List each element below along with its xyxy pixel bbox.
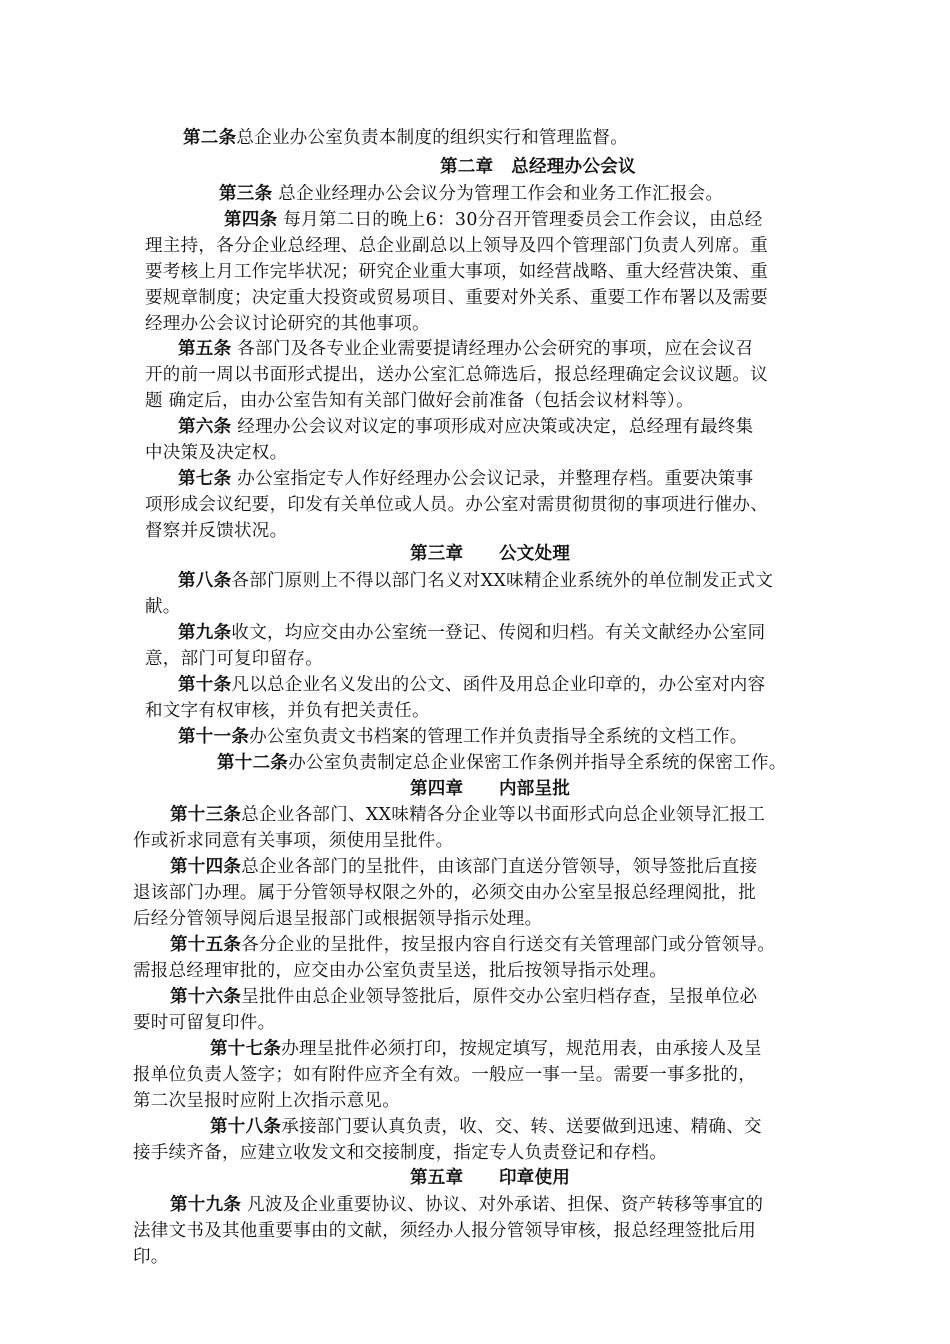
article-line [170,1192,763,1218]
text-line [145,594,181,620]
text-line [133,1218,756,1244]
article-line [178,620,765,646]
chapter-heading: 第三章 公文处理 [410,544,571,564]
article-number: 第五条 [178,339,232,359]
line-text: 凡以总企业名义发出的公文、函件及用总企业印章的，办公室对内容 [231,675,766,695]
line-text: 报单位负责人签字；如有附件应齐全有效。一般应一事一呈。需要一事多批的， [133,1065,756,1085]
text-line [133,1010,275,1036]
text-line [145,259,768,285]
line-text: 督察并反馈状况。 [145,521,288,541]
article-line [170,802,765,828]
article-line [219,181,723,207]
article-line [170,932,775,958]
article-line [170,984,757,1010]
line-text: 经理办公会议对议定的事项形成对应决策或决定，总经理有最终集 [231,417,754,437]
article-number: 第四条 [224,210,278,230]
line-text: 后经分管领导阅后退呈报部门或根据领导指示处理。 [133,909,543,929]
text-line [133,1140,667,1166]
line-text: 承接部门要认真负责，收、交、转、送要做到迅速、精确、交 [281,1117,762,1137]
line-text: 各部门原则上不得以部门名义对XX味精企业系统外的单位制发正式文 [231,571,774,591]
text-line [145,440,287,466]
article-line [178,672,765,698]
text-line [145,492,768,518]
line-text: 每月第二日的晚上6：30分召开管理委员会工作会议，由总经 [277,210,763,230]
text-line [133,958,667,984]
line-text: 办公室负责制定总企业保密工作条例并指导全系统的保密工作。 [288,753,787,773]
line-text: 开的前一周以书面形式提出，送办公室汇总筛选后，报总经理确定会议议题。议 [145,365,768,385]
line-text: 总企业各部门的呈批件，由该部门直送分管领导，领导签批后直接 [241,857,758,877]
article-line [217,750,787,776]
line-text: 总企业办公室负责本制度的组织实行和管理监督。 [236,128,629,148]
line-text: 办理呈批件必须打印，按规定填写，规范用表，由承接人及呈 [281,1039,762,1059]
article-line [183,125,628,151]
article-number: 第二条 [183,128,237,148]
line-text: 中决策及决定权。 [145,443,288,463]
line-text: 各部门及各专业企业需要提请经理办公会研究的事项，应在会议召 [231,339,754,359]
line-text: 呈批件由总企业领导签批后，原件交办公室归档存查，呈报单位必 [241,987,758,1007]
line-text: 题 确定后，由办公室告知有关部门做好会前准备（包括会议材料等）。 [145,391,694,411]
text-line [145,233,768,259]
text-line [133,1088,400,1114]
article-number: 第六条 [178,417,232,437]
chapter-heading: 第四章 内部呈批 [410,779,571,799]
line-text: 献。 [145,597,181,617]
line-text: 接手续齐备，应建立收发文和交接制度，指定专人负责登记和存档。 [133,1143,667,1163]
article-number: 第七条 [178,469,232,489]
article-number: 第八条 [178,571,232,591]
article-number: 第十五条 [170,935,242,955]
text-line [133,1244,169,1270]
line-text: 法律文书及其他重要事由的文献，须经办人报分管领导审核，报总经理签批后用 [133,1221,756,1241]
line-text: 各分企业的呈批件，按呈报内容自行送交有关管理部门或分管领导。 [241,935,776,955]
article-line [210,1036,762,1062]
line-text: 经理办公会议讨论研究的其他事项。 [145,314,430,334]
article-number: 第十条 [178,675,232,695]
text-line [145,311,430,337]
article-line [178,568,773,594]
article-number: 第十六条 [170,987,242,1007]
chapter-heading: 第五章 印章使用 [410,1168,571,1188]
text-line [145,698,430,724]
article-line [224,207,763,233]
text-line [145,362,768,388]
article-number: 第九条 [178,623,232,643]
line-text: 凡波及企业重要协议、协议、对外承诺、担保、资产转移等事宜的 [241,1195,764,1215]
text-line [133,1062,756,1088]
article-number: 第十九条 [170,1195,242,1215]
chapter-heading: 第二章 总经理办公会议 [440,157,636,177]
text-line [133,828,453,854]
text-line [145,285,768,311]
line-text: 和文字有权审核，并负有把关责任。 [145,701,430,721]
line-text: 作或祈求同意有关事项，须使用呈批件。 [133,831,454,851]
line-text: 办公室指定专人作好经理办公会议记录，并整理存档。重要决策事 [231,469,754,489]
line-text: 退该部门办理。属于分管领导权限之外的，必须交由办公室呈报总经理阅批，批 [133,883,756,903]
line-text: 总企业经理办公会议分为管理工作会和业务工作汇报会。 [272,184,724,204]
line-text: 收文，均应交由办公室统一登记、传阅和归档。有关文献经办公室同 [231,623,766,643]
line-text: 需报总经理审批的，应交由办公室负责呈送，批后按领导指示处理。 [133,961,667,981]
article-number: 第十四条 [170,857,242,877]
line-text: 总企业各部门、XX味精各分企业等以书面形式向总企业领导汇报工 [241,805,766,825]
line-text: 办公室负责文书档案的管理工作并负责指导全系统的文档工作。 [249,727,748,747]
line-text: 印。 [133,1247,169,1267]
text-line [145,518,287,544]
line-text: 要时可留复印件。 [133,1013,276,1033]
article-line [178,724,748,750]
article-number: 第十三条 [170,805,242,825]
line-text: 第二次呈报时应附上次指示意见。 [133,1091,400,1111]
article-number: 第十二条 [217,753,289,773]
line-text: 项形成会议纪要，印发有关单位或人员。办公室对需贯彻贯彻的事项进行催办、 [145,495,768,515]
article-line [210,1114,762,1140]
article-number: 第十八条 [210,1117,282,1137]
article-number: 第三条 [219,184,273,204]
text-line [133,906,542,932]
article-number: 第十七条 [210,1039,282,1059]
text-line [145,646,323,672]
article-line [178,336,753,362]
line-text: 要规章制度；决定重大投资或贸易项目、重要对外关系、重要工作布署以及需要 [145,288,768,308]
article-line [178,414,753,440]
line-text: 意，部门可复印留存。 [145,649,323,669]
article-number: 第十一条 [178,727,250,747]
text-line [145,388,694,414]
line-text: 要考核上月工作完毕状况；研究企业重大事项，如经营战略、重大经营决策、重 [145,262,768,282]
article-line [170,854,757,880]
text-line [133,880,756,906]
line-text: 理主持，各分企业总经理、总企业副总以上领导及四个管理部门负责人列席。重 [145,236,768,256]
article-line [178,466,753,492]
